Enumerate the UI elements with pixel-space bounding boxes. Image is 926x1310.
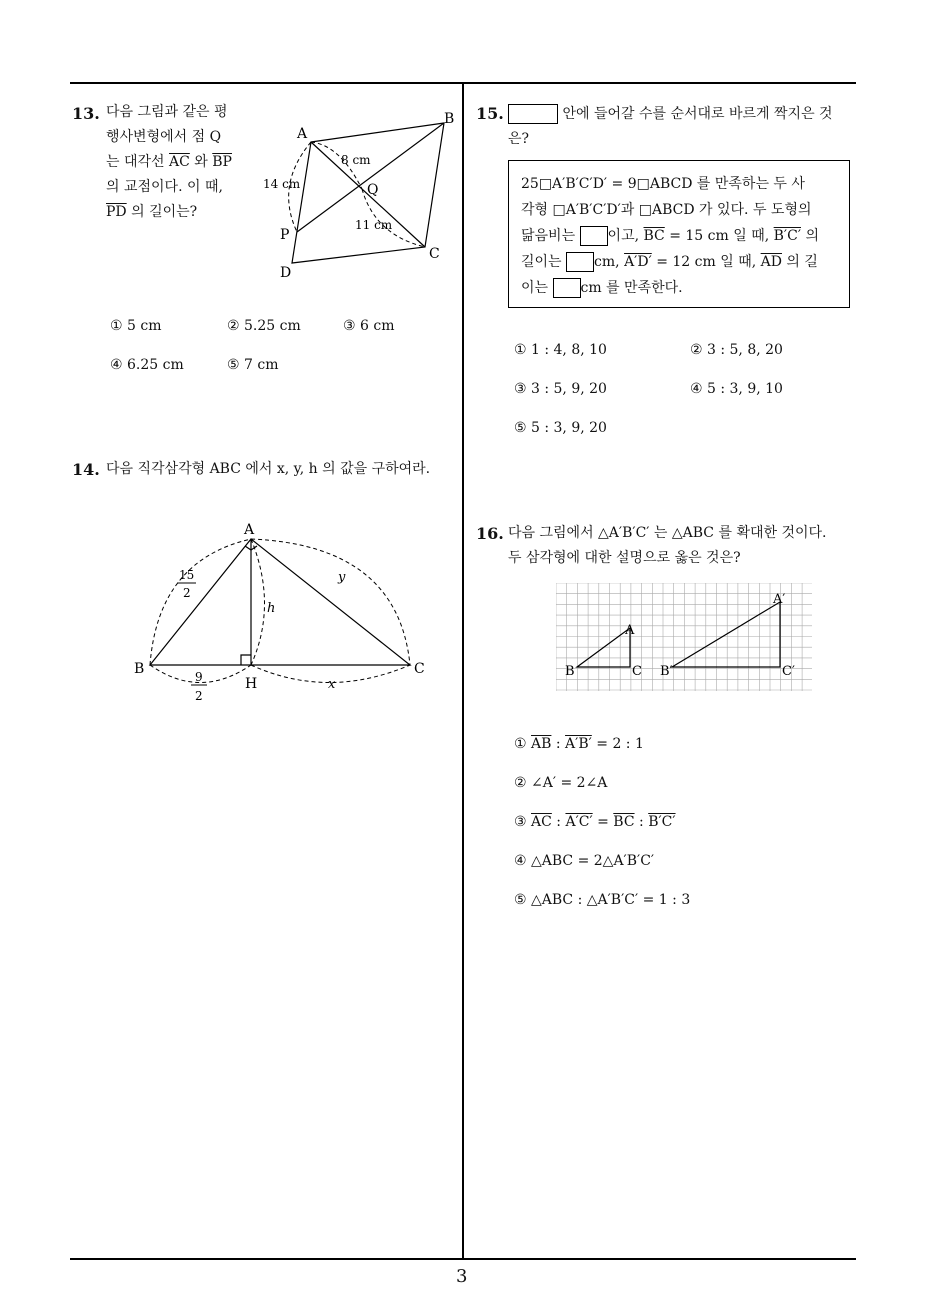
label-x: x [328, 677, 336, 692]
q16-grid-figure [556, 583, 812, 691]
frac-ab-num: 15 [179, 568, 195, 582]
q13-option-1[interactable]: ① 5 cm [110, 318, 162, 334]
q13-line3a: 는 대각선 [106, 154, 169, 170]
frac-ab-den: 2 [183, 586, 191, 600]
label-q: Q [367, 182, 379, 198]
box-line5 [521, 275, 837, 301]
q13-number: 13. [72, 104, 100, 123]
label-a: A [297, 126, 308, 142]
q13-parallelogram-figure [255, 105, 465, 285]
box-line4a: 길이는 [521, 254, 567, 270]
segment-bc: $\overline{BC}$ [643, 228, 665, 244]
label-h-length: h [267, 601, 276, 616]
label-y: y [338, 570, 346, 585]
blank-ad [553, 278, 581, 298]
blank-bpcp [566, 252, 594, 272]
q16-option-3[interactable] [514, 814, 676, 830]
label-c: C [429, 246, 440, 262]
label-ap: A′ [773, 592, 786, 607]
label-8cm: 8 cm [341, 153, 371, 167]
box-line3 [521, 223, 837, 249]
q13-text [106, 100, 246, 225]
segment-bp: $\overline{BP}$ [212, 154, 232, 170]
label-b: B [134, 661, 145, 677]
q16-option-5[interactable]: ⑤ △ABC : △A′B′C′ = 1 : 3 [514, 892, 691, 908]
box-line5a: 이는 [521, 280, 553, 296]
q13-option-3[interactable]: ③ 6 cm [343, 318, 395, 334]
q16-text [508, 521, 827, 571]
segment-apbp: A′B′ [565, 736, 592, 752]
q16-number: 16. [476, 524, 504, 543]
segment-apdp: A′D′ [624, 254, 652, 270]
box-line3c: = 15 cm 일 때, [664, 228, 774, 244]
box-line4c: = 12 cm 일 때, [651, 254, 761, 270]
segment-ac: $\overline{AC}$ [531, 814, 552, 830]
q13-option-5[interactable]: ⑤ 7 cm [227, 357, 279, 373]
box-line1: 25□A′B′C′D′ = 9□ABCD 를 만족하는 두 사 [521, 176, 805, 192]
label-11cm: 11 cm [355, 218, 393, 232]
q14-text: 다음 직각삼각형 ABC 에서 x, y, h 의 값을 구하여라. [106, 461, 431, 477]
q15-option-3[interactable]: ③ 3 : 5, 9, 20 [514, 381, 607, 397]
frac-bh-num: 9 [195, 670, 203, 684]
label-c: C [632, 664, 642, 679]
q14-number: 14. [72, 460, 100, 479]
segment-apcp: A′C′ [565, 814, 593, 830]
frac-bh-den: 2 [195, 689, 203, 703]
q13-line3 [106, 150, 246, 175]
q14-right-triangle-figure [128, 515, 438, 715]
opt3-equals: = [592, 814, 614, 830]
box-line5b: cm 를 만족한다. [580, 280, 683, 296]
q15-line1-text: 안에 들어갈 수를 순서대로 바르게 짝지은 것 [558, 106, 833, 122]
triangle-apbpcp [672, 602, 780, 667]
q15-line2: 은? [508, 131, 530, 147]
arc-ah [251, 539, 265, 665]
q16-line2: 두 삼각형에 대한 설명으로 옳은 것은? [508, 550, 741, 566]
opt3-prefix: ③ [514, 814, 532, 830]
q15-option-5[interactable]: ⑤ 5 : 3, 9, 20 [514, 420, 607, 436]
opt1-colon: : [551, 736, 566, 752]
label-b: B [565, 664, 575, 679]
box-line3a: 닮음비는 [521, 228, 580, 244]
label-a: A [625, 623, 635, 638]
q15-problem-box [508, 160, 850, 308]
q16-option-2[interactable]: ② ∠A′ = 2∠A [514, 775, 608, 791]
q13-option-4[interactable]: ④ 6.25 cm [110, 357, 184, 373]
segment-ac: $\overline{AC}$ [169, 154, 190, 170]
box-line3d: 의 [801, 228, 819, 244]
segment-pd: $\overline{PD}$ [106, 204, 127, 220]
segment-bpcp: B′C′ [773, 228, 801, 244]
q13-line5b: 의 길이는? [126, 204, 198, 220]
label-b: B [444, 111, 455, 127]
label-bp: B′ [660, 664, 673, 679]
opt1-suffix: = 2 : 1 [591, 736, 644, 752]
label-a: A [244, 522, 255, 538]
label-d: D [280, 265, 292, 281]
q16-option-1[interactable] [514, 736, 644, 752]
q15-text [508, 102, 858, 152]
opt1-prefix: ① [514, 736, 532, 752]
q13-line3b: 와 [189, 154, 213, 170]
label-c: C [414, 661, 425, 677]
segment-ad: $\overline{AD}$ [760, 254, 782, 270]
label-h: H [245, 676, 258, 692]
box-line4b: cm, [594, 254, 625, 270]
q16-option-4[interactable]: ④ △ABC = 2△A′B′C′ [514, 853, 655, 869]
q15-option-2[interactable]: ② 3 : 5, 8, 20 [690, 342, 783, 358]
opt3-colon1: : [551, 814, 566, 830]
label-14cm: 14 cm [263, 177, 301, 191]
box-line3b: 이고, [607, 228, 644, 244]
q15-line1 [508, 102, 858, 127]
segment-ab: $\overline{AB}$ [531, 736, 552, 752]
blank-ratio [580, 226, 608, 246]
q13-line1: 다음 그림과 같은 평 [106, 104, 228, 120]
q13-line4: 의 교점이다. 이 때, [106, 179, 223, 195]
answer-blank [508, 104, 558, 124]
box-line4d: 의 길 [781, 254, 818, 270]
q13-line2: 행사변형에서 점 Q [106, 129, 222, 145]
q13-option-2[interactable]: ② 5.25 cm [227, 318, 301, 334]
segment-bp-line [297, 123, 444, 232]
label-cp: C′ [782, 664, 795, 679]
q15-option-4[interactable]: ④ 5 : 3, 9, 10 [690, 381, 783, 397]
segment-bc: $\overline{BC}$ [613, 814, 635, 830]
right-angle-mark-h [241, 655, 251, 665]
page-number: 3 [456, 1266, 468, 1287]
q16-line1: 다음 그림에서 △A′B′C′ 는 △ABC 를 확대한 것이다. [508, 525, 827, 541]
triangle-abc [150, 539, 410, 665]
q13-line5 [106, 200, 246, 225]
box-line4 [521, 249, 837, 275]
q15-option-1[interactable]: ① 1 : 4, 8, 10 [514, 342, 607, 358]
opt3-colon2: : [634, 814, 649, 830]
box-line2: 각형 □A′B′C′D′과 □ABCD 가 있다. 두 도형의 [521, 202, 812, 218]
q15-number: 15. [476, 104, 504, 123]
segment-bpcp: B′C′ [648, 814, 676, 830]
label-p: P [280, 227, 290, 243]
bottom-rule [70, 1258, 856, 1260]
